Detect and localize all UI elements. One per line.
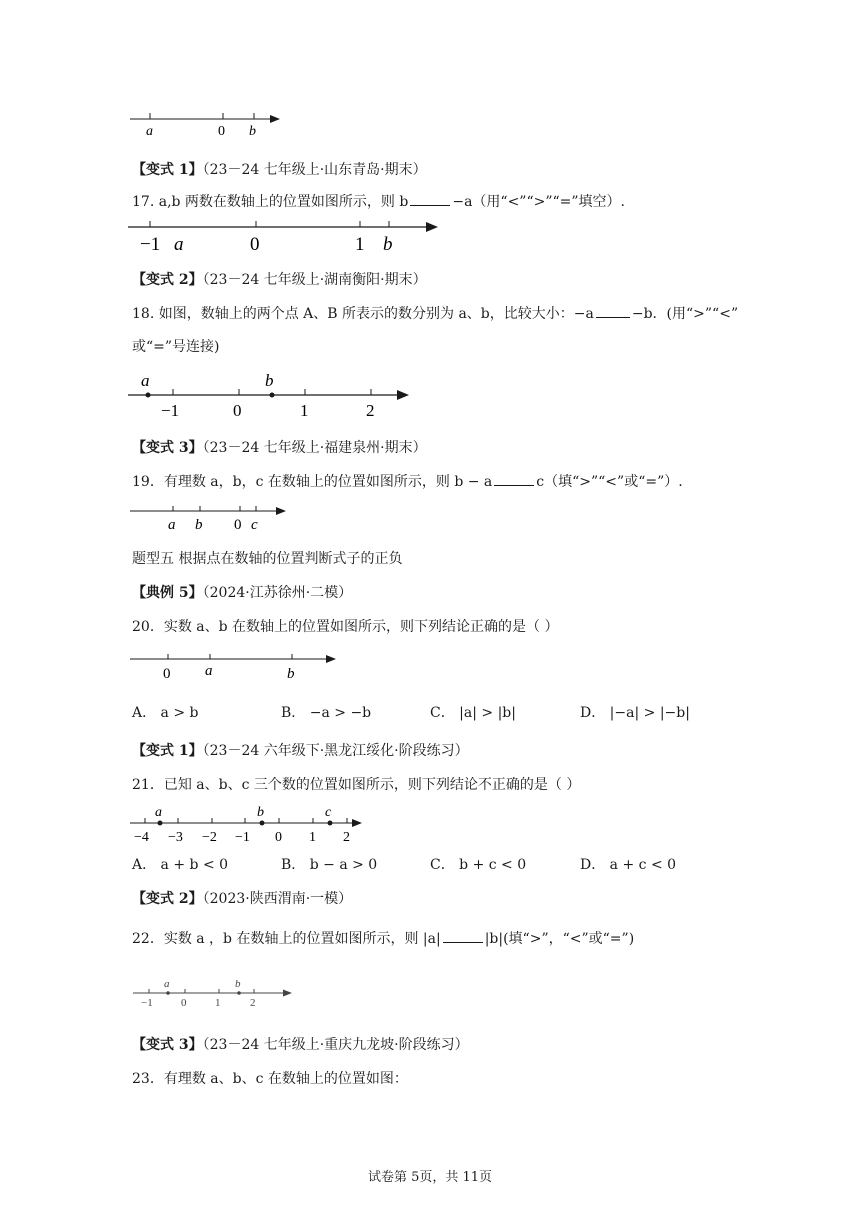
section-title: 题型五 根据点在数轴的位置判断式子的正负	[132, 551, 403, 567]
q19-blank[interactable]	[494, 471, 534, 486]
q17-number: 17.	[132, 194, 155, 210]
label-two: 2	[366, 401, 375, 420]
label-two: 2	[343, 830, 350, 845]
q21-option-a[interactable]: A． a + b < 0	[132, 857, 229, 873]
variant-3b-header	[132, 1035, 469, 1055]
q20-option-d[interactable]: D． |−a| > |−b|	[580, 705, 690, 721]
question-18-line1	[132, 303, 738, 324]
variant-source: （23－24 六年级下·黑龙江绥化·阶段练习）	[202, 743, 469, 759]
variant-tag: 【变式 3】	[132, 1037, 203, 1053]
number-line-q17	[128, 218, 448, 258]
label-minus-one: −1	[141, 997, 153, 1009]
variant-source: （23－24 七年级上·福建泉州·期末）	[202, 440, 427, 456]
q22-text-b: |b|(填“>”，“<”或“=”)	[484, 931, 635, 947]
question-21: 21．已知 a、b、c 三个数的位置如图所示，则下列结论不正确的是（ ）	[132, 777, 581, 793]
q20-option-b[interactable]: B． −a > −b	[281, 705, 372, 721]
label-b: b	[235, 978, 241, 990]
label-a: a	[146, 124, 153, 139]
label-zero: 0	[163, 666, 171, 682]
label-zero: 0	[233, 401, 242, 420]
label-a: a	[155, 805, 162, 820]
q20-option-c[interactable]: C． |a| > |b|	[430, 705, 516, 721]
q21-option-c[interactable]: C． b + c < 0	[430, 857, 527, 873]
q21-option-d[interactable]: D． a + c < 0	[580, 857, 677, 873]
q20-option-a[interactable]: A． a > b	[132, 705, 199, 721]
label-zero: 0	[234, 517, 242, 533]
question-19	[132, 471, 683, 492]
number-line-q19	[130, 502, 300, 536]
label-minus-one: −1	[235, 830, 250, 845]
variant-tag: 【变式 2】	[132, 891, 203, 907]
question-18-line2	[132, 337, 220, 357]
variant-2-header	[132, 270, 427, 290]
label-b: b	[195, 517, 203, 533]
label-minus-three: −3	[168, 830, 183, 845]
number-line-top	[130, 108, 290, 142]
example-source: （2024·江苏徐州·二模）	[202, 585, 353, 601]
question-17	[132, 191, 625, 212]
label-one: 1	[300, 401, 309, 420]
label-zero: 0	[250, 234, 260, 255]
label-c: c	[251, 517, 258, 533]
q18-blank[interactable]	[596, 303, 630, 318]
q19-text-a: 19．有理数 a，b，c 在数轴上的位置如图所示，则 b − a	[132, 474, 493, 490]
q18-text-c: 或“=”号连接)	[132, 339, 220, 355]
q18-text-b: −b．(用“>”“<”	[631, 306, 739, 322]
q22-blank[interactable]	[443, 928, 483, 943]
number-line-q18	[128, 368, 418, 420]
label-minus-one: −1	[140, 234, 161, 255]
label-zero: 0	[275, 830, 282, 845]
label-one: 1	[309, 830, 316, 845]
q18-text-a: 18. 如图，数轴上的两个点 A、B 所表示的数分别为 a、b，比较大小：−a	[132, 306, 594, 322]
label-a: a	[174, 234, 184, 255]
q17-text-b: −a（用“<”“>”“=”填空）.	[452, 194, 626, 210]
variant-source: （2023·陕西渭南·一模）	[202, 891, 353, 907]
question-23: 23．有理数 a、b、c 在数轴上的位置如图：	[132, 1071, 408, 1087]
variant-2b-header	[132, 889, 352, 909]
variant-3-header	[132, 438, 427, 458]
number-line-q20	[130, 650, 345, 684]
number-line-q21	[130, 802, 370, 846]
variant-1b-header	[132, 741, 469, 761]
page-footer: 试卷第 5页，共 11页	[367, 1170, 493, 1185]
variant-tag: 【变式 3】	[132, 440, 203, 456]
q22-text-a: 22．实数 a ，b 在数轴上的位置如图所示，则 |a|	[132, 931, 441, 947]
label-minus-two: −2	[202, 830, 217, 845]
label-a: a	[205, 663, 213, 679]
number-line-q22	[133, 974, 303, 1012]
variant-source: （23－24 七年级上·山东青岛·期末）	[202, 162, 427, 178]
variant-1-header	[132, 160, 427, 180]
label-b: b	[265, 371, 274, 390]
label-b: b	[257, 805, 264, 820]
example-tag: 【典例 5】	[132, 585, 203, 601]
label-b: b	[287, 666, 295, 682]
label-one: 1	[215, 997, 221, 1009]
variant-source: （23－24 七年级上·湖南衡阳·期末）	[202, 272, 427, 288]
q17-blank[interactable]	[410, 191, 450, 206]
label-b: b	[383, 234, 393, 255]
label-zero: 0	[218, 124, 225, 139]
variant-tag: 【变式 2】	[132, 272, 203, 288]
q17-text-a: a,b 两数在数轴上的位置如图所示，则 b	[158, 194, 409, 210]
label-c: c	[325, 805, 332, 820]
variant-tag: 【变式 1】	[132, 162, 203, 178]
label-minus-one: −1	[161, 401, 180, 420]
q19-text-b: c（填“>”“<”或“=”）.	[536, 474, 683, 490]
variant-tag: 【变式 1】	[132, 743, 203, 759]
label-minus-four: −4	[134, 830, 149, 845]
question-20: 20．实数 a、b 在数轴上的位置如图所示，则下列结论正确的是（ ）	[132, 619, 559, 635]
label-zero: 0	[181, 997, 187, 1009]
question-22	[132, 928, 634, 949]
label-two: 2	[250, 997, 256, 1009]
variant-source: （23－24 七年级上·重庆九龙坡·阶段练习）	[202, 1037, 469, 1053]
example-5-header	[132, 583, 352, 603]
label-b: b	[249, 124, 256, 139]
label-a: a	[164, 978, 170, 990]
label-a: a	[168, 517, 176, 533]
label-a: a	[141, 371, 150, 390]
q21-option-b[interactable]: B． b − a > 0	[281, 857, 378, 873]
label-one: 1	[355, 234, 365, 255]
